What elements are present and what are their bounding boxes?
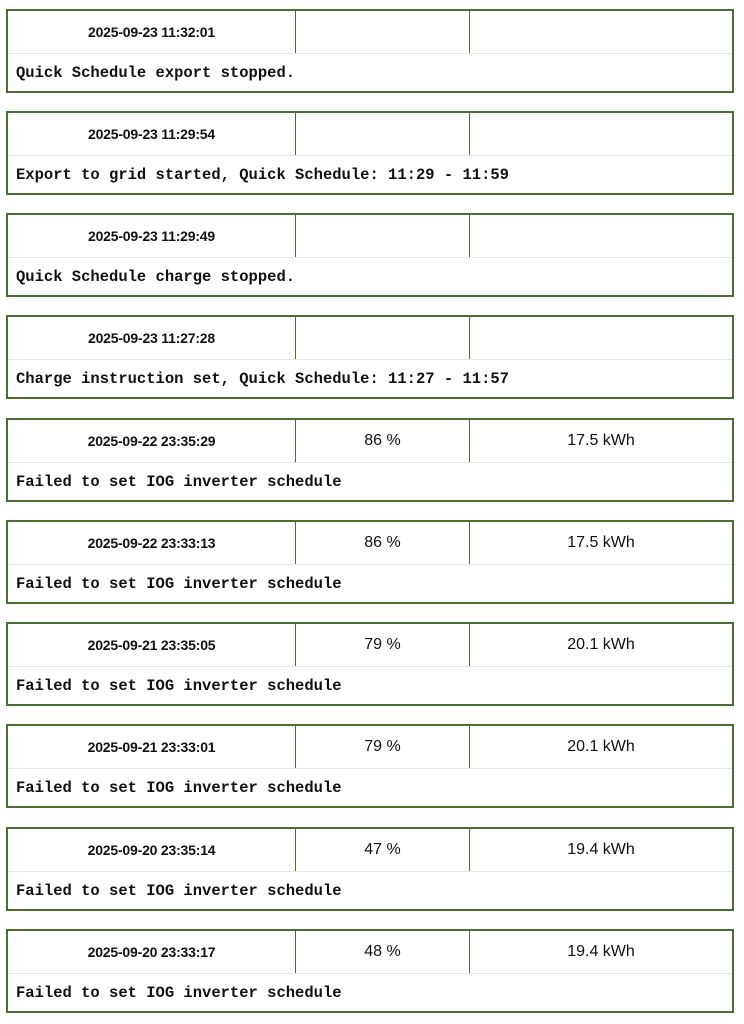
log-message: Failed to set IOG inverter schedule xyxy=(16,473,342,491)
log-entry xyxy=(6,315,734,399)
log-energy-kwh: 20.1 kWh xyxy=(469,624,732,666)
log-timestamp: 2025-09-20 23:33:17 xyxy=(87,944,216,960)
log-message: Failed to set IOG inverter schedule xyxy=(16,779,342,797)
log-energy-kwh: 17.5 kWh xyxy=(469,420,732,462)
log-entry xyxy=(6,418,734,502)
log-entry-header xyxy=(8,726,732,769)
log-entry xyxy=(6,213,734,297)
log-battery-percent xyxy=(295,113,469,155)
log-battery-percent: 86 % xyxy=(295,420,469,462)
log-entry-header xyxy=(8,522,732,565)
log-timestamp: 2025-09-23 11:27:28 xyxy=(88,330,215,346)
log-message: Quick Schedule charge stopped. xyxy=(16,268,296,286)
log-entry-header xyxy=(8,113,732,156)
log-entry-header xyxy=(8,215,732,258)
log-entry xyxy=(6,929,734,1013)
log-energy-kwh: 19.4 kWh xyxy=(469,931,732,973)
log-entry-header xyxy=(8,829,732,872)
log-message: Quick Schedule export stopped. xyxy=(16,64,296,82)
log-energy-kwh: 17.5 kWh xyxy=(469,522,732,564)
log-entry-header xyxy=(8,420,732,463)
log-battery-percent xyxy=(295,317,469,359)
log-entry xyxy=(6,724,734,808)
log-message: Failed to set IOG inverter schedule xyxy=(16,575,342,593)
log-timestamp: 2025-09-23 11:29:54 xyxy=(88,126,215,142)
log-battery-percent: 47 % xyxy=(295,829,469,871)
log-timestamp: 2025-09-20 23:35:14 xyxy=(87,842,216,858)
log-timestamp: 2025-09-21 23:35:05 xyxy=(87,637,216,653)
log-entry-header xyxy=(8,624,732,667)
log-message: Failed to set IOG inverter schedule xyxy=(16,882,342,900)
log-message: Failed to set IOG inverter schedule xyxy=(16,677,342,695)
log-energy-kwh xyxy=(469,317,732,359)
log-energy-kwh: 19.4 kWh xyxy=(469,829,732,871)
log-entry-header xyxy=(8,11,732,54)
log-timestamp: 2025-09-22 23:33:13 xyxy=(87,535,216,551)
log-battery-percent: 79 % xyxy=(295,624,469,666)
log-message: Failed to set IOG inverter schedule xyxy=(16,984,342,1002)
log-entry xyxy=(6,827,734,911)
log-entry xyxy=(6,520,734,604)
log-battery-percent xyxy=(295,215,469,257)
log-energy-kwh xyxy=(469,113,732,155)
log-timestamp: 2025-09-21 23:33:01 xyxy=(87,739,216,755)
log-energy-kwh xyxy=(469,215,732,257)
log-energy-kwh: 20.1 kWh xyxy=(469,726,732,768)
log-message: Charge instruction set, Quick Schedule: 11:27 - 11:57 xyxy=(16,370,509,388)
log-entry xyxy=(6,622,734,706)
log-battery-percent xyxy=(295,11,469,53)
log-battery-percent: 86 % xyxy=(295,522,469,564)
log-timestamp: 2025-09-22 23:35:29 xyxy=(87,433,216,449)
log-timestamp: 2025-09-23 11:32:01 xyxy=(88,24,215,40)
log-entry-header xyxy=(8,931,732,974)
log-message: Export to grid started, Quick Schedule: 11:29 - 11:59 xyxy=(16,166,509,184)
log-entry xyxy=(6,9,734,93)
log-entry-header xyxy=(8,317,732,360)
log-timestamp: 2025-09-23 11:29:49 xyxy=(88,228,215,244)
log-energy-kwh xyxy=(469,11,732,53)
log-battery-percent: 48 % xyxy=(295,931,469,973)
log-battery-percent: 79 % xyxy=(295,726,469,768)
log-entry xyxy=(6,111,734,195)
